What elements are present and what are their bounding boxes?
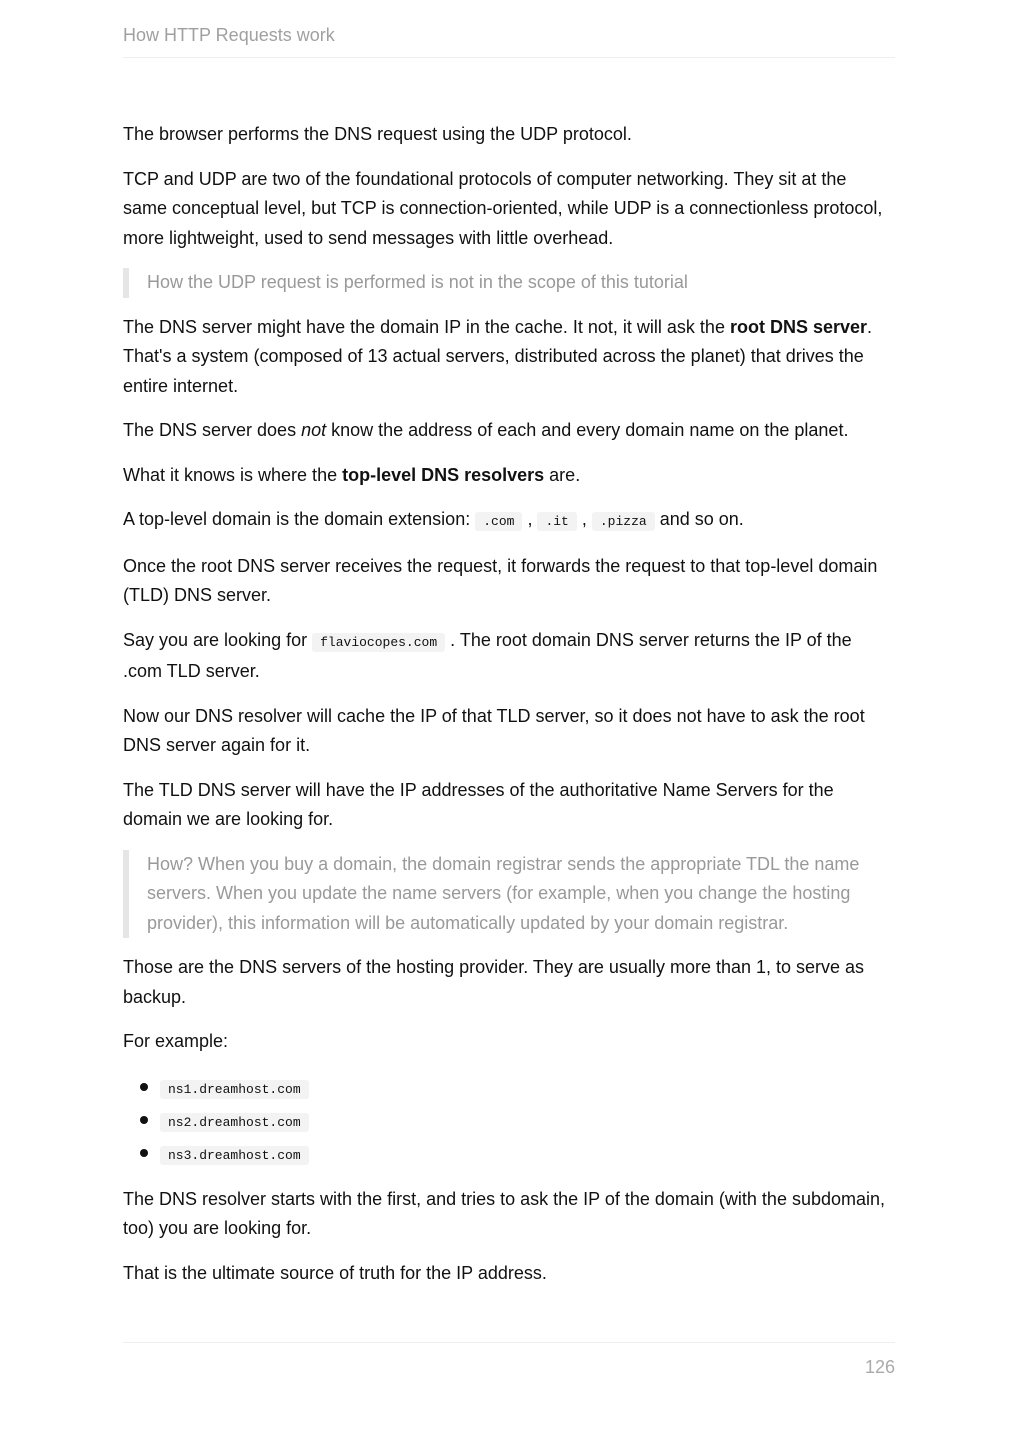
paragraph	[123, 313, 895, 402]
list-item	[123, 1105, 895, 1138]
bold-term: top-level DNS resolvers	[342, 464, 545, 485]
paragraph	[123, 416, 895, 446]
bullet-icon	[140, 1149, 148, 1157]
text-run: Say you are looking for	[123, 629, 313, 650]
inline-code: ns2.dreamhost.com	[160, 1113, 309, 1132]
paragraph: That is the ultimate source of truth for the IP address.	[123, 1262, 547, 1283]
paragraph: Those are the DNS servers of the hosting provider. They are usually more than 1, to serve as backup.	[123, 957, 865, 1007]
inline-code: ns1.dreamhost.com	[160, 1080, 309, 1099]
text-run: ,	[522, 509, 538, 529]
page-number: 126	[864, 1357, 895, 1377]
blockquote-note: How the UDP request is performed is not in the scope of this tutorial	[123, 268, 895, 298]
paragraph: Once the root DNS server receives the request, it forwards the request to that top-level domain (TLD) DNS server.	[123, 555, 878, 605]
text-run: . The root domain DNS server returns the IP of the .com TLD server.	[123, 629, 852, 681]
paragraph: The browser performs the DNS request using the UDP protocol.	[123, 124, 632, 144]
paragraph	[123, 505, 895, 537]
text-run: The DNS server does	[123, 420, 302, 440]
bold-term: root DNS server	[729, 316, 868, 337]
paragraph: TCP and UDP are two of the foundational protocols of computer networking. They sit at the same conceptual level, but TCP is connection-oriented, while UDP is a connectionless protocol, more lightweight, used to send messages with little overhead.	[123, 168, 883, 248]
chapter-title: How HTTP Requests work	[123, 25, 335, 45]
text-run: A top-level domain is the domain extension:	[123, 509, 476, 529]
inline-code: flaviocopes.com	[312, 633, 445, 652]
text-run: and so on.	[654, 509, 744, 529]
italic-term: not	[301, 420, 327, 440]
paragraph: The TLD DNS server will have the IP addresses of the authoritative Name Servers for the domain we are looking for.	[123, 779, 834, 829]
list-item	[123, 1138, 895, 1171]
inline-code: .pizza	[592, 512, 655, 531]
inline-code: .it	[537, 512, 576, 531]
text-run: What it knows is where the	[123, 464, 343, 485]
page-header	[123, 22, 895, 58]
text-run: are.	[544, 464, 581, 485]
nameserver-list	[123, 1072, 895, 1171]
paragraph	[123, 461, 895, 491]
page-footer	[123, 1342, 895, 1378]
inline-code: .com	[475, 512, 522, 531]
paragraph	[123, 626, 895, 687]
list-item	[123, 1072, 895, 1105]
bullet-icon	[140, 1083, 148, 1091]
bullet-icon	[140, 1116, 148, 1124]
blockquote-note: How? When you buy a domain, the domain registrar sends the appropriate TDL the name servers. When you update the name servers (for example, when you change the hosting provider), this information will be automatically updated by your domain registrar.	[123, 850, 895, 939]
inline-code: ns3.dreamhost.com	[160, 1146, 309, 1165]
text-run: The DNS server might have the domain IP in the cache. It not, it will ask the	[123, 316, 730, 337]
paragraph: For example:	[123, 1031, 229, 1051]
paragraph: The DNS resolver starts with the first, and tries to ask the IP of the domain (with the subdomain, too) you are looking for.	[123, 1188, 886, 1238]
paragraph: Now our DNS resolver will cache the IP of that TLD server, so it does not have to ask the root DNS server again for it.	[123, 705, 865, 755]
article-body	[123, 120, 895, 1303]
text-run: know the address of each and every domain name on the planet.	[326, 420, 849, 440]
text-run: . That's a system (composed of 13 actual servers, distributed across the planet) that drives the entire internet.	[123, 316, 873, 396]
text-run: ,	[576, 509, 592, 529]
